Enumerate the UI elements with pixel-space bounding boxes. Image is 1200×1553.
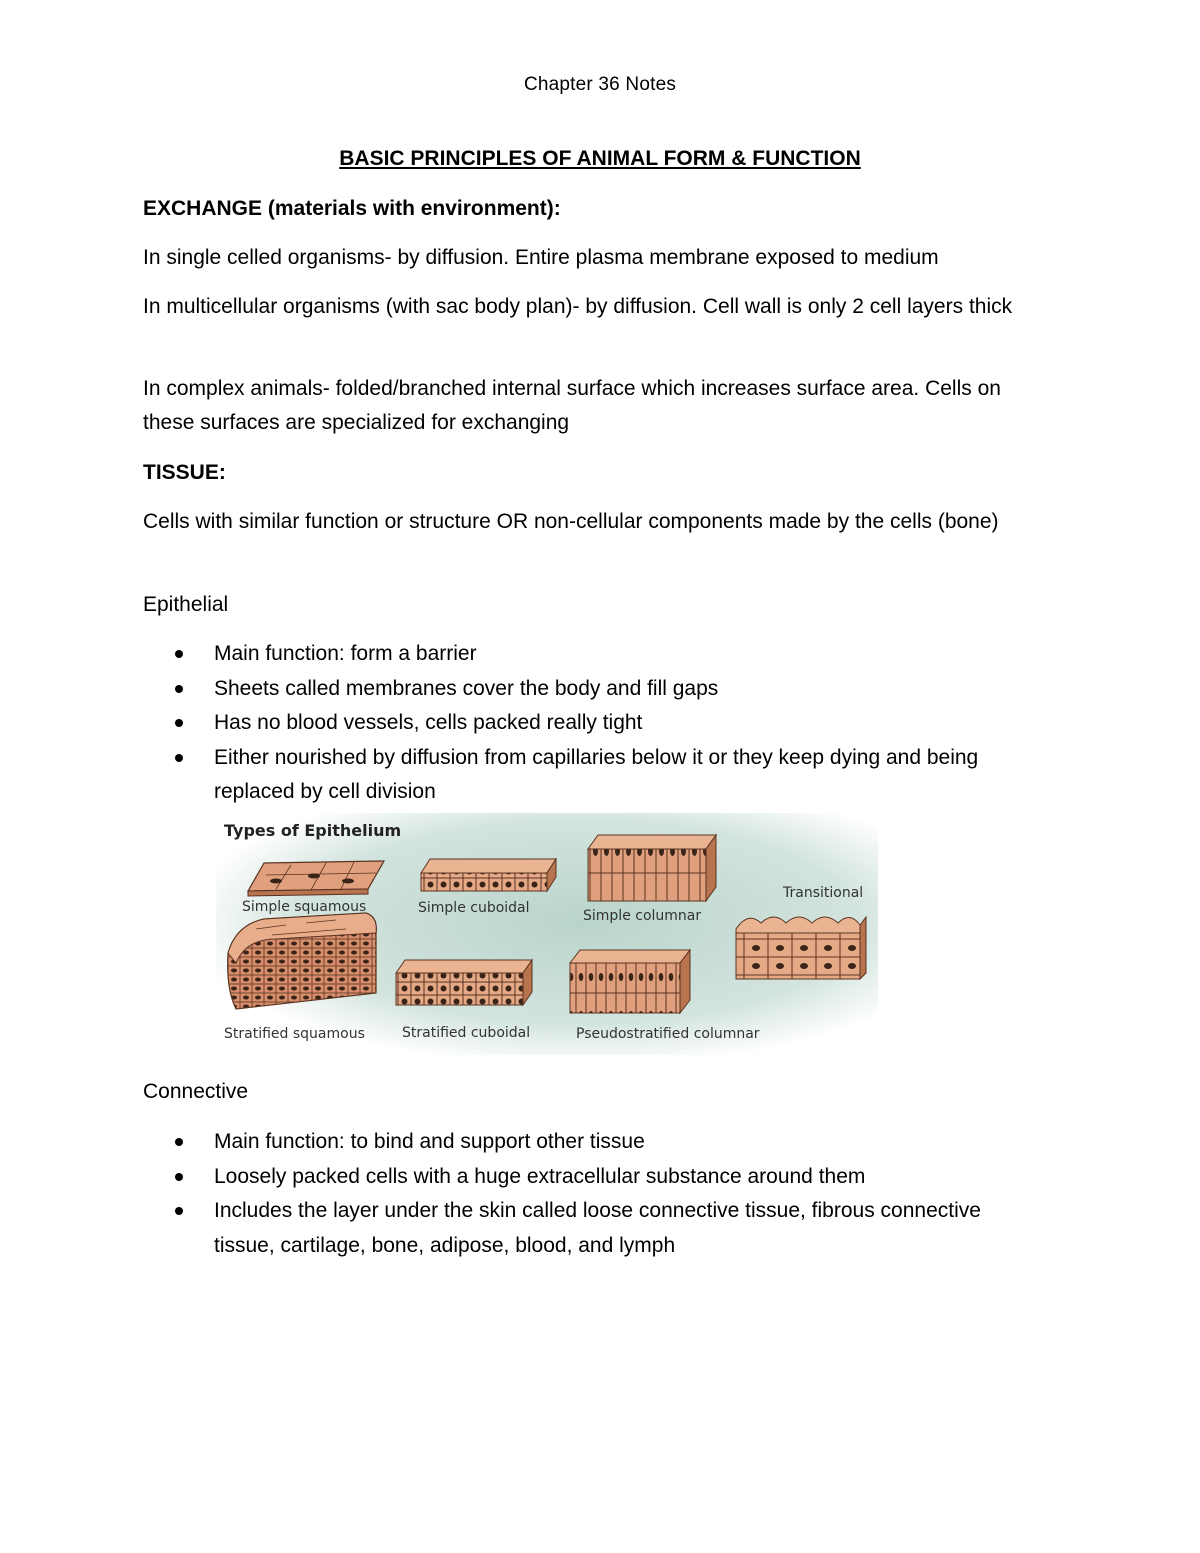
exchange-paragraph-2: In multicellular organisms (with sac body plan)- by diffusion. Cell wall is only 2 cell layers thick [143,295,1013,318]
document-title: BASIC PRINCIPLES OF ANIMAL FORM & FUNCTION [339,147,861,170]
list-item: Sheets called membranes cover the body and fill gaps [143,672,1043,707]
label-simple-columnar: Simple columnar [583,908,702,924]
list-item: Main function: to bind and support other tissue [143,1125,1043,1160]
simple-squamous-illustration [248,861,384,896]
connective-bullet-list [143,1125,1043,1263]
pseudostratified-columnar-illustration [570,950,690,1013]
bullet-icon [175,650,183,658]
tissue-heading: TISSUE: [143,461,226,484]
list-item: Loosely packed cells with a huge extracellular substance around them [143,1160,1043,1195]
simple-cuboidal-illustration [421,859,556,891]
page-header: Chapter 36 Notes [523,74,677,95]
connective-heading: Connective [143,1080,249,1103]
bullet-icon [175,685,183,693]
figure-title: Types of Epithelium [224,821,402,840]
epithelial-bullet-list [143,637,1043,810]
label-stratified-squamous: Stratified squamous [224,1026,365,1042]
label-simple-cuboidal: Simple cuboidal [418,900,530,916]
epithelial-heading: Epithelial [143,593,229,616]
stratified-cuboidal-illustration [396,960,532,1005]
bullet-icon [175,719,183,727]
bullet-icon [175,1138,183,1146]
bullet-icon [175,1207,183,1215]
label-stratified-cuboidal: Stratified cuboidal [402,1025,531,1041]
label-simple-squamous: Simple squamous [242,899,367,915]
bullet-icon [175,754,183,762]
exchange-paragraph-1: In single celled organisms- by diffusion. Entire plasma membrane exposed to medium [143,246,939,269]
list-item: Includes the layer under the skin called loose connective tissue, fibrous connective tissue, cartilage, bone, adipose, blood, and lymph [143,1194,1043,1263]
label-transitional: Transitional [783,885,864,901]
label-pseudostratified-columnar: Pseudostratified columnar [576,1026,760,1042]
exchange-paragraph-3: In complex animals- folded/branched internal surface which increases surface area. Cells on these surfaces are specialized for exchanging [143,377,1001,434]
list-item: Main function: form a barrier [143,637,1043,672]
transitional-illustration [736,917,866,979]
bullet-icon [175,1173,183,1181]
list-item: Has no blood vessels, cells packed really tight [143,706,1043,741]
list-item: Either nourished by diffusion from capillaries below it or they keep dying and being replaced by cell division [143,741,1043,810]
epithelium-illustration [216,813,878,1055]
tissue-definition: Cells with similar function or structure OR non-cellular components made by the cells (bone) [143,510,999,533]
stratified-squamous-illustration [228,913,377,1009]
simple-columnar-illustration [588,835,716,901]
epithelium-figure [216,813,878,1055]
exchange-heading: EXCHANGE (materials with environment): [143,197,561,220]
